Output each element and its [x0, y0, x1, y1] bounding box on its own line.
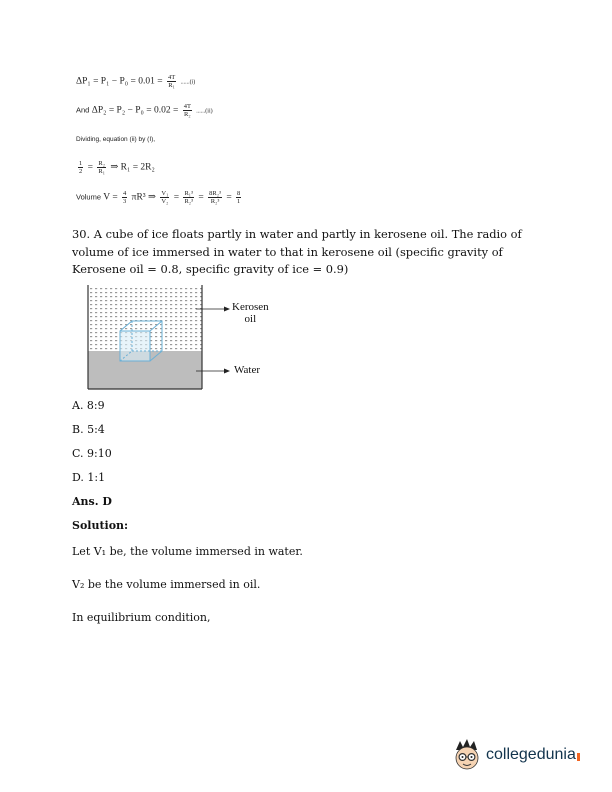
- dividing-text: Dividing, equation (ii) by (I),: [76, 136, 156, 143]
- equation-1: [76, 74, 195, 89]
- collegedunia-logo[interactable]: [452, 738, 580, 772]
- equation-1-lhs: ΔP₁ = P₁ − P₀ = 0.01 =: [76, 76, 163, 87]
- fraction-denominator: R₁: [168, 82, 175, 89]
- option-b: B. 5:4: [72, 423, 105, 436]
- fraction-denominator: V₂: [161, 198, 169, 205]
- fraction-numerator: 8: [237, 190, 241, 197]
- solution-line-2: V₂ be the volume immersed in oil.: [72, 578, 261, 591]
- kerosene-label-line-1: Kerosen: [232, 301, 269, 313]
- equation-2-prefix: And: [76, 105, 90, 115]
- equals-sign: =: [173, 192, 180, 203]
- equation-2-fraction: [183, 103, 192, 118]
- water-label: Water: [234, 364, 260, 376]
- beaker-figure: [84, 283, 284, 393]
- fraction-numerator: R₁³: [184, 190, 194, 197]
- fraction-numerator: 4T: [167, 74, 176, 81]
- fraction-numerator: 4T: [183, 103, 191, 110]
- kerosene-label: [232, 301, 269, 325]
- equals-sign: =: [87, 162, 93, 173]
- equation-4-fraction-5: [236, 190, 241, 205]
- solution-heading: Solution:: [72, 519, 129, 532]
- fraction-denominator: 1: [237, 198, 241, 205]
- logo-accent-dot: [577, 753, 580, 761]
- equation-4-fraction-4: [208, 190, 222, 205]
- equation-3-rest: ⇒ R₁ = 2R₂: [110, 162, 155, 173]
- equation-2-lhs: ΔP₂ = P₂ − P₀ = 0.02 =: [91, 105, 179, 116]
- equation-4-fraction-2: [160, 190, 169, 205]
- equals-sign: =: [226, 192, 232, 203]
- equation-4-mid: πR³ ⇒: [131, 192, 156, 203]
- equation-1-fraction: [167, 74, 176, 89]
- mascot-icon: [452, 738, 482, 772]
- fraction-denominator: R₂³: [184, 198, 194, 205]
- beaker-diagram: [84, 283, 284, 393]
- equation-4-fraction-3: [183, 190, 194, 205]
- option-d: D. 1:1: [72, 471, 106, 484]
- equals-sign: =: [198, 192, 204, 203]
- equation-4: [76, 190, 243, 205]
- fraction-numerator: 8R₂³: [209, 190, 221, 197]
- option-c: C. 9:10: [72, 447, 112, 460]
- equation-4-fraction-1: [122, 190, 127, 205]
- fraction-numerator: V₁: [161, 190, 169, 197]
- equation-2-tag: ......(ii): [196, 108, 213, 115]
- fraction-denominator: R₁: [98, 168, 105, 175]
- equation-4-v: V =: [103, 192, 118, 203]
- option-a: A. 8:9: [72, 399, 105, 412]
- equation-4-prefix: Volume: [76, 192, 102, 202]
- fraction-denominator: 2: [79, 168, 83, 175]
- fraction-denominator: 3: [123, 198, 127, 205]
- answer: Ans. D: [72, 495, 112, 508]
- equation-3-fraction-1: [78, 160, 83, 175]
- equation-2: [76, 103, 213, 118]
- equation-1-tag: ......(i): [180, 79, 196, 86]
- fraction-numerator: 4: [123, 190, 127, 197]
- fraction-denominator: R₂: [184, 111, 191, 118]
- fraction-denominator: R₂³: [210, 198, 220, 205]
- kerosene-label-line-2: oil: [244, 313, 257, 325]
- logo-text: collegedunia: [486, 746, 576, 763]
- equation-3: [76, 160, 155, 175]
- question-30: 30. A cube of ice floats partly in water and partly in kerosene oil. The radio of volume of ice immersed in water to that in kerosene oil (specific gravity of Kerosene oil = 0.8, specific gravity of ice = 0.9): [72, 227, 522, 276]
- equation-3-fraction-2: [97, 160, 106, 175]
- solution-line-1: Let V₁ be, the volume immersed in water.: [72, 545, 303, 558]
- solution-line-3: In equilibrium condition,: [72, 611, 211, 624]
- fraction-numerator: R₂: [98, 160, 105, 167]
- fraction-numerator: 1: [79, 160, 83, 167]
